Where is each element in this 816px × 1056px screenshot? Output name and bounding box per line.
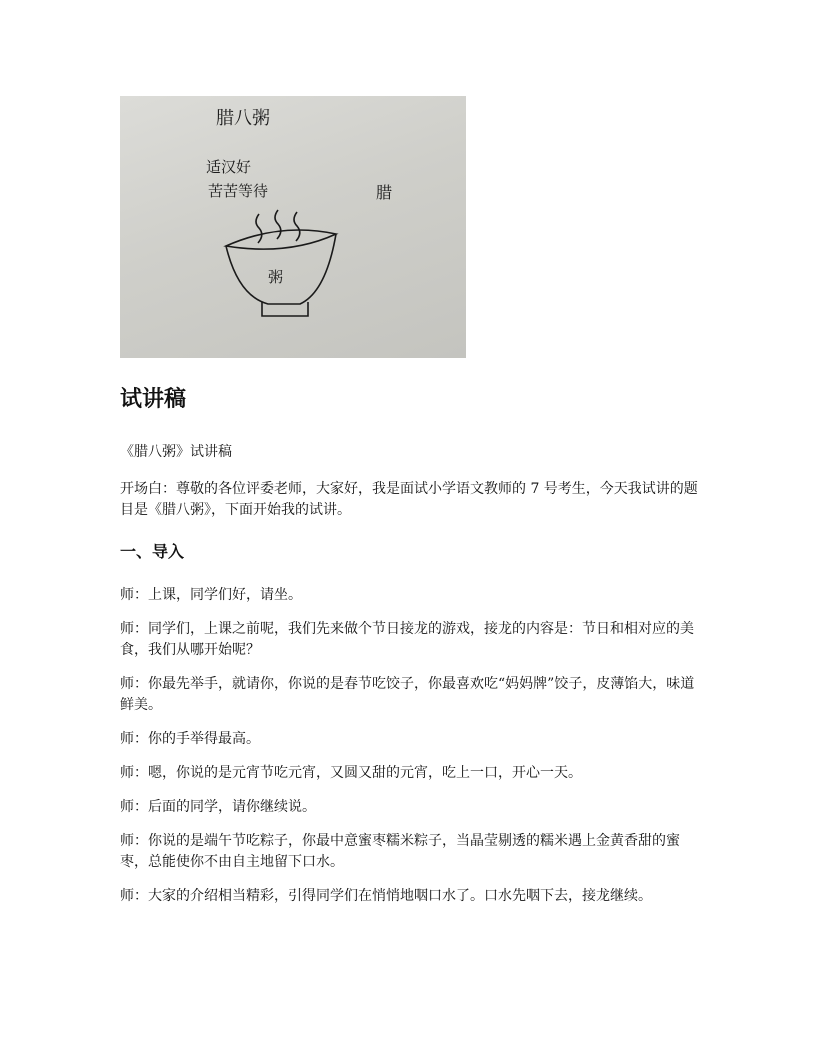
page-title: 试讲稿: [120, 387, 187, 412]
paragraph: 师：大家的介绍相当精彩，引得同学们在悄悄地咽口水了。口水先咽下去，接龙继续。: [120, 888, 652, 904]
paragraph: 师：你说的是端午节吃粽子，你最中意蜜枣糯米粽子，当晶莹剔透的糯米遇上金黄香甜的蜜枣，总能使你不由自主地留下口水。: [120, 833, 680, 870]
steam-line-right: [294, 212, 300, 241]
document-body: [120, 384, 700, 920]
bowl-drawing: [120, 96, 466, 358]
bowl-char: 粥: [268, 268, 284, 286]
opening-paragraph: 开场白：尊敬的各位评委老师，大家好，我是面试小学语文教师的 7 号考生，今天我试讲的题目是《腊八粥》，下面开始我的试讲。: [120, 481, 698, 518]
handdrawn-photo: [120, 96, 466, 358]
paragraph: 师：嗯，你说的是元宵节吃元宵，又圆又甜的元宵，吃上一口，开心一天。: [120, 765, 582, 781]
paragraph: 师：后面的同学，请你继续说。: [120, 799, 316, 815]
photo-left-line2: 苦苦等待: [208, 182, 269, 200]
photo-right-char: 腊: [376, 183, 393, 202]
paragraph: 师：你的手举得最高。: [120, 731, 260, 747]
paragraph: 师：上课，同学们好，请坐。: [120, 587, 302, 603]
photo-left-line1: 适汉好: [206, 158, 252, 176]
paragraph: 师：同学们，上课之前呢，我们先来做个节日接龙的游戏，接龙的内容是：节日和相对应的美食，我们从哪开始呢？: [120, 621, 694, 658]
section-heading-intro: 一、导入: [120, 542, 185, 561]
paragraph: 师：你最先举手，就请你，你说的是春节吃饺子，你最喜欢吃“妈妈牌”饺子，皮薄馅大，味道鲜美。: [120, 676, 695, 713]
steam-line-middle: [275, 210, 281, 239]
photo-title: 腊八粥: [216, 108, 270, 129]
subtitle: 《腊八粥》试讲稿: [120, 444, 232, 460]
steam-line-left: [256, 214, 262, 243]
